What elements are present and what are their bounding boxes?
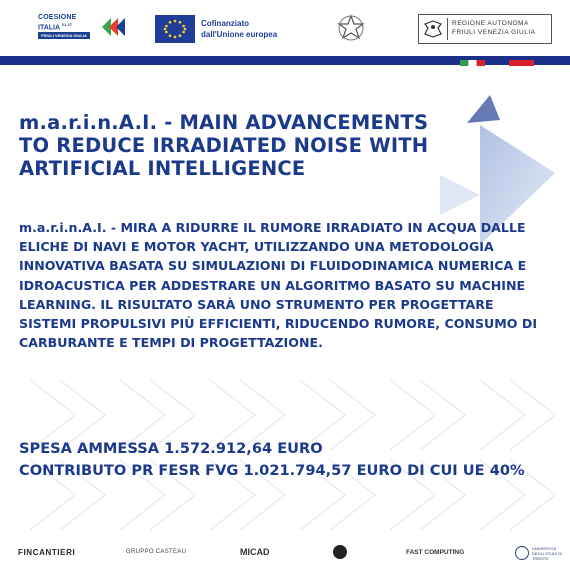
eu-logo-text <box>201 18 277 40</box>
eu-flag-icon <box>155 15 195 43</box>
fast-computing-logo: FAST COMPUTING <box>406 549 465 556</box>
fvg-eagle-icon <box>422 18 444 40</box>
coesione-line2: ITALIA $^{21-27}$ <box>38 22 72 32</box>
italian-republic-emblem-icon <box>337 14 365 42</box>
fvg-line2: FRIULI VENEZIA GIULIA <box>452 29 536 36</box>
coesione-arrows-icon <box>100 16 126 38</box>
eu-line1: Cofinanziato <box>201 19 249 28</box>
coesione-italia-logo <box>38 14 128 44</box>
university-trieste-logo: UNIVERSITÀ DEGLI STUDI DI TRIESTE <box>532 546 563 561</box>
italian-flag-stripe-right <box>509 60 534 66</box>
contributo-fesr: CONTRIBUTO PR FESR FVG 1.021.794,57 EURO DI CUI UE 40% <box>19 462 525 479</box>
micad-logo: MICAD <box>240 547 270 557</box>
fvg-logo-text <box>452 19 535 37</box>
partner-seal-icon <box>333 545 347 559</box>
spesa-ammessa: SPESA AMMESSA 1.572.912,64 EURO <box>19 440 323 457</box>
eu-cofinanced-logo <box>155 15 295 43</box>
gruppo-casteau-logo: GRUPPO CASTEAU <box>126 549 187 555</box>
project-description: m.a.r.i.n.A.I. - MIRA A RIDURRE IL RUMORE IRRADIATO IN ACQUA DALLE ELICHE DI NAVI E MOTOR YACHT, UTILIZZANDO UNA METODOLOGIA INNOVATIVA BASATA SU SIMULAZIONI DI FLUIDODINAMICA NUMERICA E IDROACUSTICA PER ADDESTRARE UN ALGORITMO BASATO SU MACHINE LEARNING. IL RISULTATO SARÀ UNO STRUMENTO PER PROGETTARE SISTEMI PROPULSIVI PIÙ EFFICIENTI, RIDUCENDO RUMORE, CONSUMO DI CARBURANTE E TEMPI DI PROGETTAZIONE. <box>19 220 538 351</box>
fvg-separator <box>447 18 448 40</box>
italian-flag-stripe <box>460 60 485 66</box>
fvg-line1: REGIONE AUTONOMA <box>452 20 529 27</box>
coesione-line1: COESIONE <box>38 14 77 21</box>
regione-fvg-logo <box>418 14 552 44</box>
fincantieri-logo: FINCANTIERI <box>18 548 76 557</box>
university-seal-icon <box>515 546 529 560</box>
eu-line2: dall'Unione europea <box>201 30 278 39</box>
project-title: m.a.r.i.n.A.I. - MAIN ADVANCEMENTS TO REDUCE IRRADIATED NOISE WITH ARTIFICIAL INTELLIGENCE <box>19 111 429 180</box>
coesione-region-tag: FRIULI VENEZIA GIULIA <box>38 32 90 39</box>
